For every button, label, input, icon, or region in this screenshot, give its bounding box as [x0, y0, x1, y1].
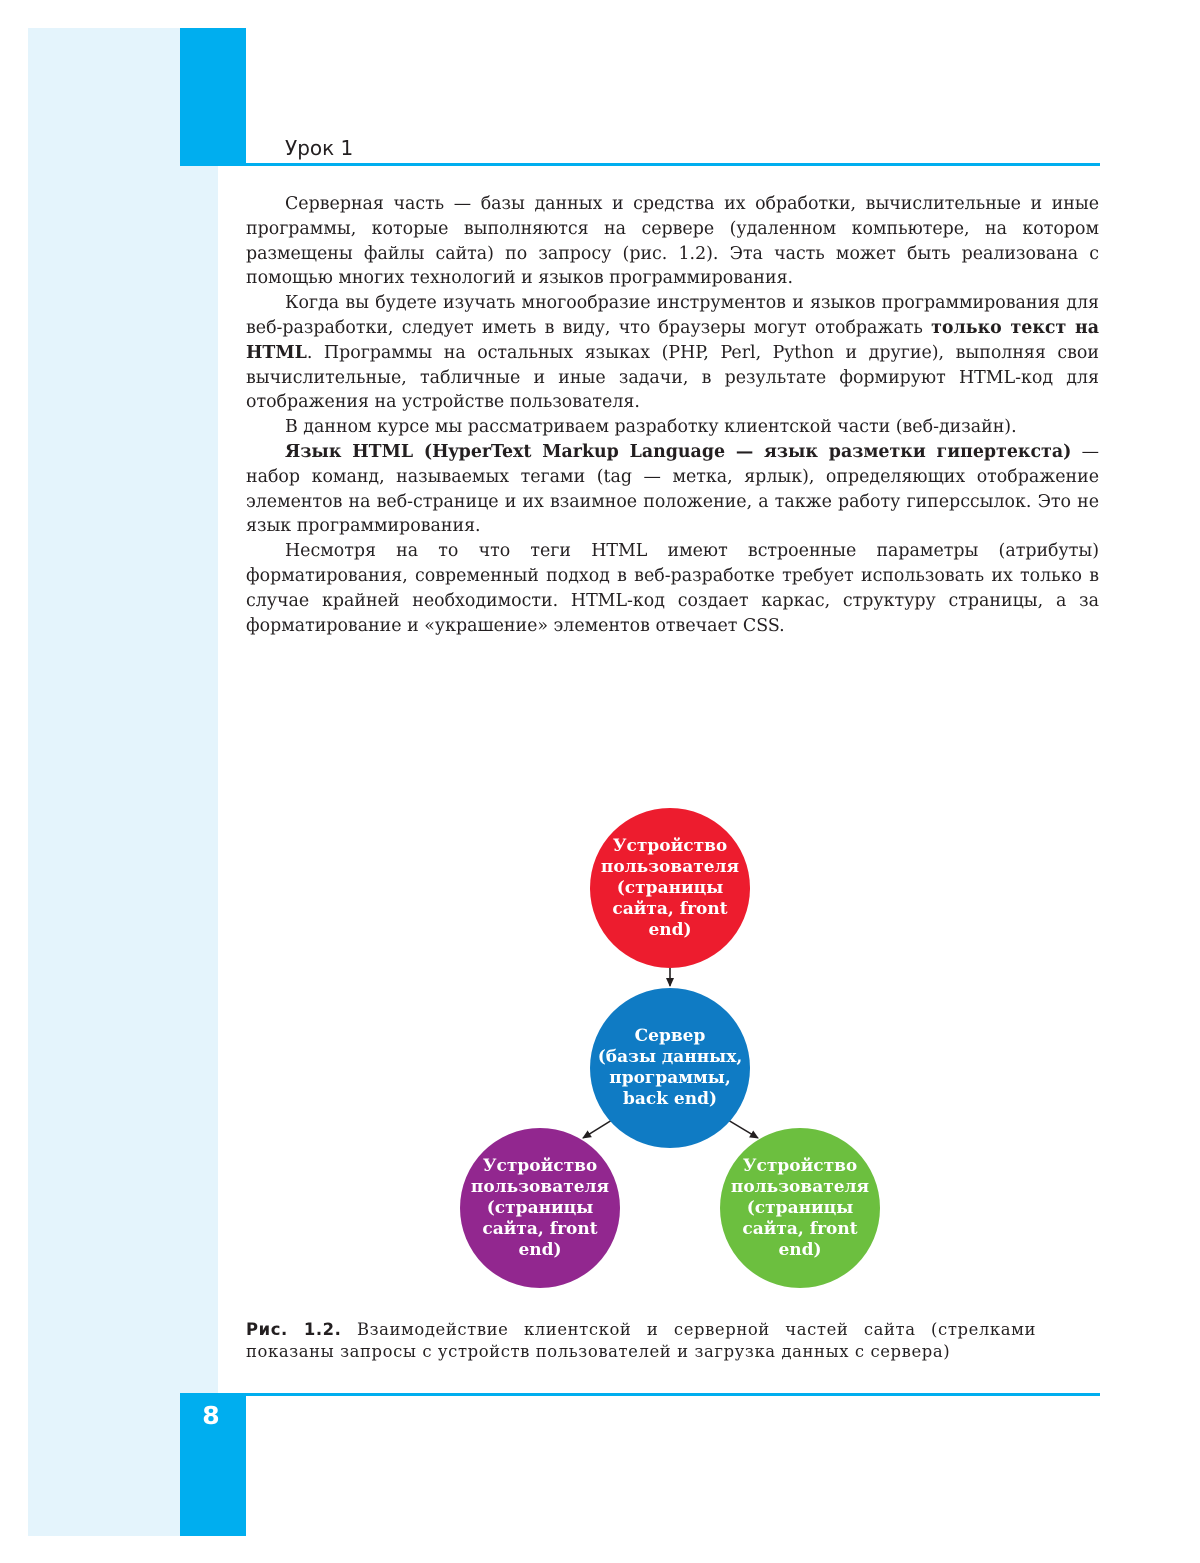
client-device-node-right — [720, 1128, 880, 1288]
client-device-node-left — [460, 1128, 620, 1288]
figure-caption-label: Рис. 1.2. — [246, 1320, 342, 1339]
node-label: Устройство пользователя (страницы сайта, front end) — [730, 1155, 870, 1260]
page-margin-band — [28, 28, 218, 1536]
bold-text: только текст на HTML — [246, 317, 1100, 363]
arrow-server-to-right — [728, 1120, 758, 1138]
figure-caption-text: Взаимодействие клиентской и серверной частей сайта (стрелками показаны запросы с устройств пользователей и загрузка данных с сервера) — [246, 1320, 1036, 1361]
page-number: 8 — [202, 1401, 220, 1430]
paragraph-text: — набор команд, называемых тегами (tag — метка, ярлык), определяющих отображение элементов на веб-странице и их взаимное положение, а также работу гиперссылок. Это не язык программирования. — [246, 441, 1100, 537]
paragraph-text: . Программы на остальных языках (PHP, Perl, Python и другие), выполняя свои вычислительные, табличные и иные задачи, в результате формируют HTML-код для отображения на устройстве пользователя. — [246, 342, 1099, 413]
client-server-diagram — [440, 790, 900, 1300]
client-device-node-top — [590, 808, 750, 968]
node-label: Устройство пользователя (страницы сайта, front end) — [600, 835, 740, 940]
header-accent-bar — [180, 28, 246, 166]
header-rule — [180, 163, 1100, 166]
paragraph-text: В данном курсе мы рассматриваем разработку клиентской части (веб-дизайн). — [285, 417, 1017, 438]
body-text — [246, 192, 1099, 638]
paragraph — [246, 440, 1099, 539]
figure-caption — [246, 1319, 1036, 1363]
paragraph — [246, 291, 1099, 415]
node-label: Устройство пользователя (страницы сайта, front end) — [470, 1155, 610, 1260]
node-label: Сервер (базы данных, программы, back end) — [597, 1026, 743, 1109]
paragraph — [246, 539, 1099, 638]
server-node — [590, 988, 750, 1148]
paragraph-text: Когда вы будете изучать многообразие инструментов и языков программирования для веб-разработки, следует иметь в виду, что браузеры могут отображать — [246, 293, 1099, 338]
bold-text: Язык HTML (HyperText Markup Language — язык разметки гипертекста) — [285, 441, 1072, 462]
footer-rule — [180, 1393, 1100, 1396]
lesson-title: Урок 1 — [285, 136, 354, 160]
paragraph-text: Серверная часть — базы данных и средства их обработки, вычислительные и иные программы, которые выполняются на сервере (удаленном компьютере, на котором размещены файлы сайта) по запросу (рис. 1.2). Эта часть может быть реализована с помощью многих технологий и языков программирования. — [246, 194, 1099, 289]
arrow-server-to-left — [583, 1120, 612, 1138]
paragraph — [246, 415, 1099, 440]
paragraph-text: Несмотря на то что теги HTML имеют встроенные параметры (атрибуты) форматирования, современный подход в веб-разработке требует использовать их только в случае крайней необходимости. HTML-код создает каркас, структуру страницы, а за форматирование и «украшение» элементов отвечает CSS. — [246, 541, 1099, 636]
paragraph — [246, 192, 1099, 291]
